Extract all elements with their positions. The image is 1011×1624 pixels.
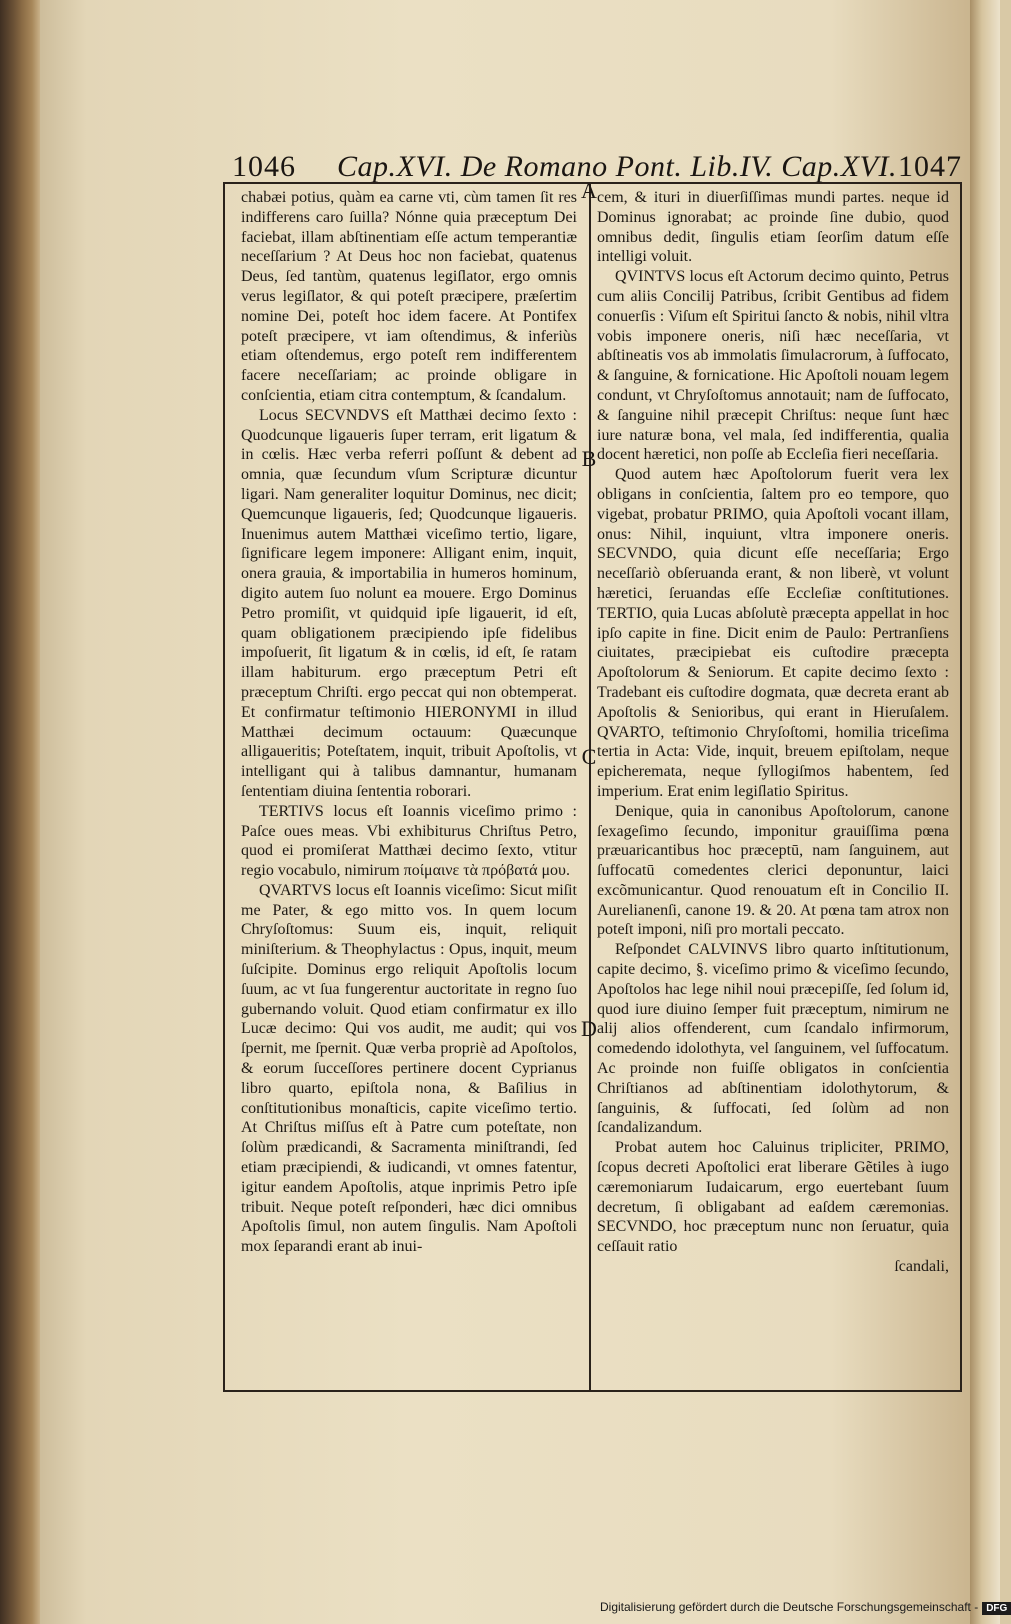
right-column	[597, 188, 949, 1277]
margin-letter-a: A	[581, 178, 597, 203]
left-page-number: 1046	[232, 150, 296, 183]
left-column	[241, 188, 577, 1257]
column-divider	[589, 184, 591, 1390]
catchword: ſcandali,	[894, 1258, 949, 1276]
paragraph: Denique, quia in canonibus Apoſtolorum, canone ſexageſimo ſecundo, imponitur grauiſſima pœna præuaricantibus hoc præceptū, nam ſanguinem, aut ſuffocatū comedentes clerici deponuntur, laici excõmunicantur. Quod renouatum eſt in Concilio II. Aurelianenſi, canone 19. & 20. At pœna tam atrox non poteſt imponi, niſi pro mortali peccato.	[597, 802, 949, 939]
right-page-number: 1047	[898, 150, 962, 183]
paragraph: cem, & ituri in diuerſiſſimas mundi partes. neque id Dominus ignorabat; ac proinde ſine dubio, quod omnibus dedit, ſingulis etiam ſeorſim datum eſſe intelligi voluit.	[597, 189, 949, 266]
digitization-footer	[600, 1600, 1008, 1618]
margin-letter-b: B	[581, 446, 597, 471]
dfg-logo: DFG	[982, 1602, 1011, 1615]
paragraph: QVARTVS locus eſt Ioannis viceſimo: Sicut miſit me Pater, & ego mitto vos. In quem locum Chryſoſtomus: Suum eis, inquit, reliquit miniſterium. & Theophylactus : Opus, inquit, meum ſuſcipite. Dominus ergo reliquit Apoſtolis locum ſuum, ac vt ſua fungerentur auctoritate in regno ſuo gubernando voluit. Quod etiam confirmatur ex illo Lucæ decimo: Qui vos audit, me audit; qui vos ſpernit, me ſpernit. Quæ verba propriè ad Apoſtolos, & eorum ſucceſſores pertinere docent Cyprianus libro quarto, epiſtola nona, & Baſilius in conſtitutionibus monaſticis, capite viceſimo tertio. At Chriſtus miſſus eſt à Patre cum poteſtate, non ſolùm prædicandi, & Sacramenta miniſtrandi, ſed etiam præcipiendi, & iudicandi, vt omnes fatentur, igitur eandem Apoſtolis, atque inprimis Petro ipſe tribuit. Neque poteſt reſponderi, hæc dici omnibus Apoſtolis ſimul, non autem ſingulis. Nam Apoſtoli mox ſeparandi erant ab inui-	[241, 881, 577, 1256]
facing-page-edge	[970, 0, 1000, 1624]
paragraph: Reſpondet CALVINVS libro quarto inſtitutionum, capite decimo, §. viceſimo primo & viceſimo ſecundo, Apoſtolos hac lege nihil noui præcepiſſe, ſed ſolum id, quod iure diuino ſemper fuit præceptum, nimirum ne alij alios offenderent, cum ſcandalo infirmorum, comedendo idolothyta, vel ſanguinem, vel ſuffocatum. Ac proinde non fuiſſe obligatos in conſcientia Chriſtianos ad abſtinentiam idolothytorum, & ſanguinis, & ſuffocati, ſed ſolùm ad non ſcandalizandum.	[597, 941, 949, 1137]
margin-letter-c: C	[581, 744, 597, 769]
footer-text: Digitalisierung gefördert durch die Deutsche Forschungsgemeinschaft -	[600, 1600, 979, 1614]
paragraph: Quod autem hæc Apoſtolorum fuerit vera lex obligans in conſcientia, ſaltem pro eo tempore, quo vigebat, probatur PRIMO, quia Apoſtoli vocant illam, onus: Nihil, inquiunt, vltra imponere oneris. SECVNDO, quia dicunt eſſe neceſſaria; Ergo neceſſariò obſeruanda erant, & non liberè, vt volunt hæretici, ſeruandas eſſe Eccleſiæ conſtitutiones. TERTIO, quia Lucas abſolutè præcepta appellat in hoc ipſo capite in fine. Dicit enim de Paulo: Pertranſiens ciuitates, præcipiebat eis cuſtodire præcepta Apoſtolorum & Seniorum. Et capite decimo ſexto : Tradebant eis cuſtodire dogmata, quæ decreta erant ab Apoſtolis & Senioribus, qui erant in Hieruſalem. QVARTO, teſtimonio Chryſoſtomi, homilia triceſima tertia in Acta: Vide, inquit, breuem epiſtolam, neque epicheremata, neque ſyllogiſmos habentem, ſed imperium. Erat enim legiſlatio Spiritus.	[597, 466, 949, 800]
paragraph: chabæi potius, quàm ea carne vti, cùm tamen ſit res indifferens caro ſuilla? Nónne quia præceptum Dei faciebat, illam abſtinentiam eſſe actum temperantiæ neceſſarium ? At Deus hoc non faciebat, quatenus Deus, ſed tantùm, quatenus legiſlator, ergo omnis verus legiſlator, & qui poteſt præcipere, præſertim nomine Dei, poteſt hoc idem facere. At Pontifex poteſt præcipere, vt iam oſtendimus, & inferiùs etiam oſtendemus, ergo poteſt rem indifferentem facere neceſſariam; ac proinde obligare in conſcientia, etiam citra contemptum, & ſcandalum.	[241, 189, 577, 404]
running-title: Cap.XVI. De Romano Pont. Lib.IV. Cap.XVI.	[337, 150, 897, 183]
margin-letter-d: D	[581, 1016, 597, 1041]
paragraph: Locus SECVNDVS eſt Matthæi decimo ſexto : Quodcunque ligaueris ſuper terram, erit ligatum & in cœlis. Hæc verba referri poſſunt & debent ad omnia, quæ ſecundum vſum Scripturæ dicuntur ligari. Nam generaliter loquitur Dominus, nec dicit; Quemcunque ligaueris, ſed; Quodcunque ligaueris. Inuenimus autem Matthæi viceſimo tertio, ligare, ſignificare legem imponere: Alligant enim, inquit, onera grauia, & importabilia in humeros hominum, digito autem ſuo nolunt ea mouere. Ergo Dominus Petro promiſit, vt quidquid ipſe ligauerit, id eſt, quam obligationem præcipiendo ipſe fidelibus impoſuerit, ſit ligatum & in cœlis, id eſt, ſe ratam illam habiturum. ergo præceptum Petri eſt præceptum Chriſti. ergo peccat qui non obtemperat. Et confirmatur teſtimonio HIERONYMI in illud Matthæi decimum octauum: Quæcunque alligaueritis; Poteſtatem, inquit, tribuit Apoſtolis, vt intelligant qui à talibus damnantur, humanam ſententiam diuina ſententia roborari.	[241, 406, 577, 800]
paragraph: Probat autem hoc Caluinus tripliciter, PRIMO, ſcopus decreti Apoſtolici erat liberare Gẽtiles à iugo cæremoniarum Iudaicarum, ergo euertebant ſuum decretum, ſi obligabant ad eaſdem cæremonias. SECVNDO, hoc præceptum nunc non ſeruatur, quia ceſſauit ratio	[597, 1139, 949, 1256]
text-frame	[223, 178, 962, 1392]
paragraph: TERTIVS locus eſt Ioannis viceſimo primo : Paſce oues meas. Vbi exhibiturus Chriſtus Petro, quod ei promiſerat Matthæi decimo ſexto, vtitur regio vocabulo, nimirum ποίμαινε τὰ πρόβατά μου.	[241, 802, 577, 880]
paragraph: QVINTVS locus eſt Actorum decimo quinto, Petrus cum aliis Concilij Patribus, ſcribit Gentibus ad fidem conuerſis : Viſum eſt Spiritui ſancto & nobis, nihil vltra vobis imponere oneris, niſi hæc neceſſaria, vt abſtineatis vos ab immolatis ſimulacrorum, à ſuffocato, & ſanguine, & fornicatione. Hic Apoſtoli nouam legem condunt, vt Chryſoſtomus annotauit; nam de ſuffocato, & ſanguine nihil præcepit Chriſtus: neque ſunt hæc iure naturæ bona, vel mala, ſed indifferentia, qualia docent hæretici, non poſſe ab Eccleſia fieri neceſſaria.	[597, 268, 949, 464]
book-edge	[0, 0, 40, 1624]
